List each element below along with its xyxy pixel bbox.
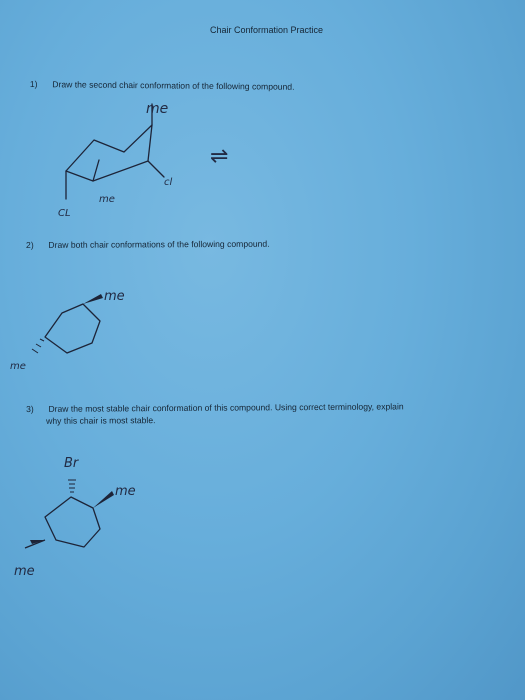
q3-label-br-top: Br — [64, 456, 79, 471]
q2-ring-structure — [45, 304, 100, 353]
question-1-text: Draw the second chair conformation of the following compound. — [52, 79, 295, 92]
q2-wedge-bond — [83, 294, 103, 304]
q2-cyclohexane-ring — [45, 304, 100, 353]
question-3-text-line2: why this chair is most stable. — [46, 415, 156, 426]
q1-label-cl-right: cl — [164, 177, 173, 188]
question-3-text-line1: Draw the most stable chair conformation of this compound. Using correct terminology, explain — [48, 401, 404, 414]
q3-label-me-right: me — [115, 484, 136, 499]
q1-label-me-top: me — [146, 101, 169, 117]
q3-hashed-bond-br — [68, 480, 76, 492]
q1-chair-structure — [66, 104, 164, 199]
q2-label-me-right: me — [104, 289, 125, 304]
question-2-text: Draw both chair conformations of the following compound. — [48, 238, 270, 250]
q3-label-me-bottom: me — [14, 564, 35, 579]
q1-label-cl-bottom: CL — [58, 208, 71, 219]
q3-cyclohexane-ring — [45, 497, 100, 547]
question-3-number: 3) — [26, 403, 34, 414]
q2-hashed-bond — [32, 339, 44, 353]
q2-label-me-left: me — [10, 361, 26, 372]
page-title: Chair Conformation Practice — [209, 25, 324, 35]
question-1-number: 1) — [29, 78, 38, 90]
q1-label-me-inner: me — [99, 194, 115, 205]
q1-inner-bond — [93, 160, 99, 181]
q3-wedge-bond — [93, 491, 114, 508]
q1-chair-ring — [66, 125, 152, 181]
q1-equatorial-bond-right — [148, 161, 164, 177]
q1-equilibrium-arrows: ⇌ — [210, 144, 229, 169]
question-2-number: 2) — [26, 239, 34, 250]
